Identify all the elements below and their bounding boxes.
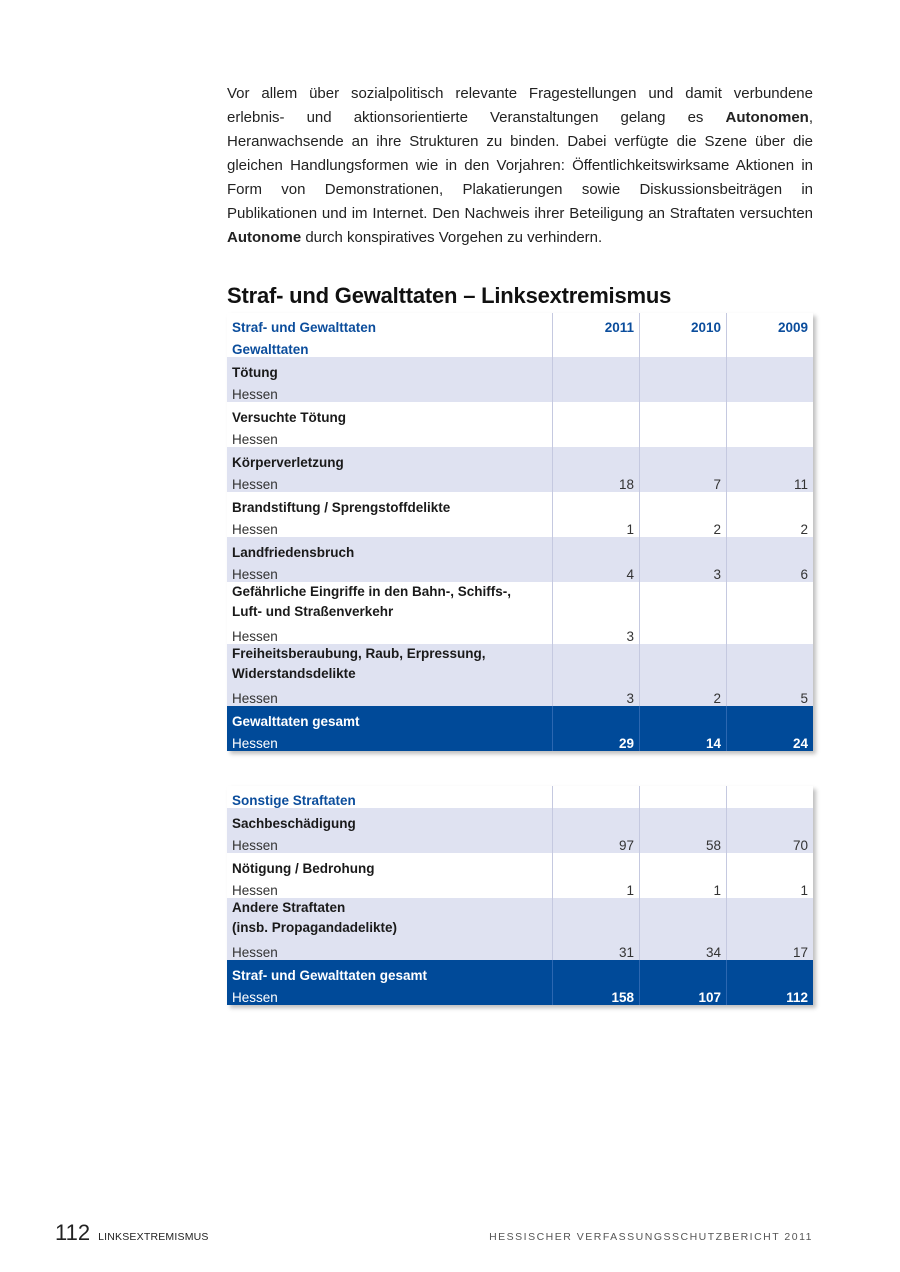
category-label: Gefährliche Eingriffe in den Bahn-, Schiffs-, Luft- und Straßenverkehr <box>227 582 553 622</box>
table-row <box>227 380 813 402</box>
footer-publication: HESSISCHER VERFASSUNGSSCHUTZBERICHT 2011 <box>489 1231 813 1243</box>
header-year-2011: 2011 <box>553 313 640 335</box>
total-label: Straf- und Gewalttaten gesamt <box>227 960 553 983</box>
category-label: Sachbeschädigung <box>227 808 553 831</box>
header-label: Straf- und Gewalttaten <box>227 313 553 335</box>
table-row <box>227 853 813 876</box>
table-subheader-row <box>227 335 813 357</box>
table-row <box>227 447 813 470</box>
region-label: Hessen <box>227 470 553 492</box>
table-row: Hessen 1 2 2 <box>227 515 813 537</box>
table-row <box>227 402 813 425</box>
header-label: Sonstige Straftaten <box>227 786 553 808</box>
other-offences-table <box>227 786 813 1005</box>
table-row <box>227 425 813 447</box>
table-row <box>227 808 813 831</box>
region-label: Hessen <box>227 876 553 898</box>
category-label: Brandstiftung / Sprengstoffdelikte <box>227 492 553 515</box>
category-label: Versuchte Tötung <box>227 402 553 425</box>
subheader-label: Gewalttaten <box>227 335 553 357</box>
category-label: Freiheitsberaubung, Raub, Erpressung, Widerstandsdelikte <box>227 644 553 684</box>
total-row <box>227 706 813 729</box>
table-row: Hessen 4 3 6 <box>227 560 813 582</box>
table-row <box>227 644 813 684</box>
table-row <box>227 357 813 380</box>
total-values-row: Hessen 29 14 24 <box>227 729 813 751</box>
table-row <box>227 582 813 622</box>
header-year-2010: 2010 <box>640 313 727 335</box>
footer-left <box>55 1220 209 1246</box>
category-label: Andere Straftaten (insb. Propagandadelikte) <box>227 898 553 938</box>
table-header-row <box>227 786 813 808</box>
region-label: Hessen <box>227 380 553 402</box>
category-label: Tötung <box>227 357 553 380</box>
table-row: Hessen 3 2 5 <box>227 684 813 706</box>
category-label: Nötigung / Bedrohung <box>227 853 553 876</box>
total-row <box>227 960 813 983</box>
total-label: Gewalttaten gesamt <box>227 706 553 729</box>
table-row: Hessen 18 7 11 <box>227 470 813 492</box>
region-label: Hessen <box>227 983 553 1005</box>
intro-bold-autonomen: Autonomen <box>725 109 809 126</box>
region-label: Hessen <box>227 729 553 751</box>
category-label: Landfriedensbruch <box>227 537 553 560</box>
page-number: 112 <box>55 1220 91 1245</box>
intro-text-2: , Heranwachsende an ihre Strukturen zu binden. Dabei verfügte die Szene über die gleichen Handlungsformen wie in den Vorjahren: Öffentlichkeitswirksame Aktionen in Form von Demonstrationen, Plakatierungen sowie Diskussionsbeiträgen in Publikationen und im Internet. Den Nachweis ihrer Beteiligung an Straftaten versuchten <box>227 109 813 222</box>
section-title: Straf- und Gewalttaten – Linksextremismus <box>227 283 672 308</box>
footer-section: LINKSEXTREMISMUS <box>98 1231 209 1243</box>
table-row <box>227 492 813 515</box>
region-label: Hessen <box>227 622 553 644</box>
region-label: Hessen <box>227 938 553 960</box>
table-header-row <box>227 313 813 335</box>
table-row: Hessen 3 <box>227 622 813 644</box>
region-label: Hessen <box>227 515 553 537</box>
table-row <box>227 537 813 560</box>
table-row: Hessen 31 34 17 <box>227 938 813 960</box>
region-label: Hessen <box>227 560 553 582</box>
table-row: Hessen 97 58 70 <box>227 831 813 853</box>
header-year-2009: 2009 <box>727 313 814 335</box>
intro-paragraph <box>227 82 813 250</box>
region-label: Hessen <box>227 831 553 853</box>
table-row: Hessen 1 1 1 <box>227 876 813 898</box>
intro-text-3: durch konspiratives Vorgehen zu verhindern. <box>301 229 603 246</box>
region-label: Hessen <box>227 684 553 706</box>
total-values-row: Hessen 158 107 112 <box>227 983 813 1005</box>
table-row <box>227 898 813 938</box>
region-label: Hessen <box>227 425 553 447</box>
intro-text-1: Vor allem über sozialpolitisch relevante Fragestellungen und damit verbundene erlebnis- und aktionsorientierte Veranstaltungen gelang es <box>227 85 813 126</box>
intro-bold-autonome: Autonome <box>227 229 302 246</box>
violence-table <box>227 313 813 751</box>
category-label: Körperverletzung <box>227 447 553 470</box>
